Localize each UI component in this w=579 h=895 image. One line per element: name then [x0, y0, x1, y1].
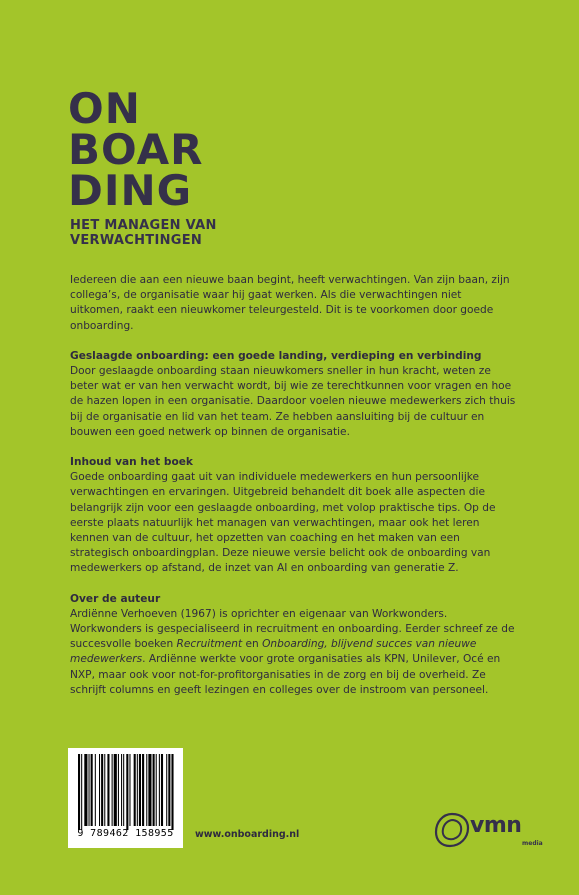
section-onboarding — [70, 349, 516, 440]
barcode-bar — [95, 754, 96, 826]
section-text: Goede onboarding gaat uit van individuele medewerkers en hun persoonlijke verwachtingen en ervaringen. Uitgebreid behandelt dit boek alle aspecten die belangrijk zijn voor een geslaagde onboarding, met volop praktische tips. Op de eerste plaats natuurlijk het managen van verwachtingen, maar ook het leren kennen van de cultuur, het opzetten van coaching en het maken van een strategisch onboardingplan. Deze nieuwe versie belicht ook de onboarding van medewerkers op afstand, de inzet van AI en onboarding van generatie Z. — [70, 471, 496, 575]
barcode-bar — [159, 754, 160, 826]
author-book-2: Onboarding, blijvend succes van nieuwe medewerkers — [70, 638, 477, 666]
isbn-barcode — [68, 748, 183, 848]
barcode-bar — [114, 754, 117, 826]
barcode-bar — [104, 754, 105, 826]
publisher-sub: media — [522, 840, 543, 847]
barcode-bar — [166, 754, 167, 826]
book-title — [68, 84, 204, 215]
author-heading: Over de auteur — [70, 592, 161, 605]
isbn-digits: 9 789462 158955 — [77, 828, 174, 839]
barcode-bar — [153, 754, 155, 826]
barcode-bar — [146, 754, 147, 826]
barcode-bars — [68, 748, 183, 830]
barcode-bar — [161, 754, 163, 826]
publisher-logo — [432, 810, 543, 850]
barcode-bar — [123, 754, 124, 826]
barcode-bar — [148, 754, 151, 826]
title-line-1: ON — [68, 84, 141, 133]
section-contents — [70, 455, 516, 577]
barcode-bar — [81, 754, 82, 830]
barcode-bar — [101, 754, 103, 826]
barcode-bar — [171, 754, 173, 830]
section-author — [70, 592, 516, 698]
barcode-bar — [121, 754, 122, 826]
barcode-bar — [89, 754, 90, 826]
barcode-bar — [137, 754, 138, 826]
intro-paragraph: Iedereen die aan een nieuwe baan begint, heeft verwachtingen. Van zijn baan, zijn collega’s, de organisatie waar hij gaat werken. Als die verwachtingen niet uitkomen, raakt een nieuwkomer teleurgesteld. Dit is te voorkomen door goede onboarding. — [70, 274, 510, 332]
subtitle-line-2: VERWACHTINGEN — [70, 233, 203, 248]
website-link[interactable]: www.onboarding.nl — [195, 829, 300, 840]
title-line-3: DING — [68, 166, 193, 215]
barcode-bar — [126, 754, 128, 830]
section-heading: Inhoud van het boek — [70, 456, 193, 469]
author-text-before: Ardiënne Verhoeven (1967) is oprichter en eigenaar van Workwonders. Workwonders is gespecialiseerd in recruitment en onboarding. Eerder schreef ze de succesvolle boeken — [70, 607, 515, 651]
barcode-bar — [142, 754, 144, 826]
section-text: Door geslaagde onboarding staan nieuwkomers sneller in hun kracht, weten ze beter wat er van hen verwacht wordt, bij wie ze terechtkunnen voor vragen en hoe de hazen lopen in een organisatie. Daardoor voelen nieuwe medewerkers zich thuis bij de organisatie en lid van het team. Ze hebben aansluiting bij de cultuur en bouwen een goed netwerk op binnen de organisatie. — [70, 365, 516, 438]
author-and: en — [242, 638, 263, 651]
barcode-bar — [84, 754, 87, 826]
vmn-logo-icon — [432, 810, 472, 850]
section-heading: Geslaagde onboarding: een goede landing, verdieping en verbinding — [70, 349, 482, 362]
book-subtitle — [70, 218, 217, 248]
title-line-2: BOAR — [68, 125, 204, 174]
barcode-bar — [168, 754, 170, 826]
barcode-bar — [107, 754, 109, 826]
subtitle-line-1: HET MANAGEN VAN — [70, 218, 217, 233]
barcode-bar — [139, 754, 141, 826]
barcode-bar — [118, 754, 119, 826]
barcode-bar — [99, 754, 100, 826]
barcode-bar — [91, 754, 93, 826]
author-book-1: Recruitment — [176, 638, 243, 651]
author-text-after: . Ardiënne werkte voor grote organisaties als KPN, Unilever, Océ en NXP, maar ook voor not-for-profitorganisaties in de zorg en bij de overheid. Ze schrijft columns en geeft lezingen en colleges over de instroom van personeel. — [70, 653, 501, 696]
publisher-name: vmn — [470, 813, 522, 838]
barcode-bar — [134, 754, 136, 826]
barcode-bar — [78, 754, 80, 830]
back-cover-text — [70, 273, 516, 713]
barcode-bar — [129, 754, 130, 826]
barcode-bar — [112, 754, 113, 826]
barcode-bar — [156, 754, 157, 826]
